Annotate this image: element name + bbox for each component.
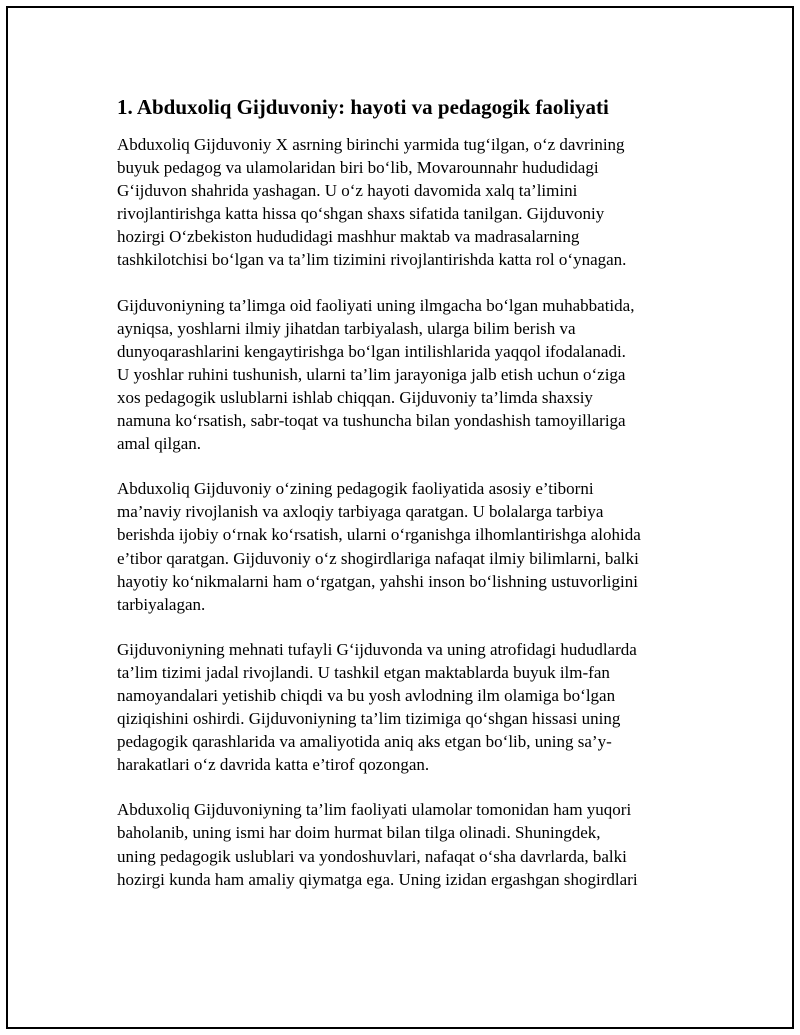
text-line: hozirgi kunda ham amaliy qiymatga ega. Uning izidan ergashgan shogirdlari — [117, 869, 638, 889]
text-line: rivojlantirishga katta hissa qo‘shgan shaxs sifatida tanilgan. Gijduvoniy — [117, 204, 605, 224]
text-line: harakatlari o‘z davrida katta e’tirof qozongan. — [117, 755, 430, 775]
text-line: Abduxoliq Gijduvoniyning ta’lim faoliyati ulamolar tomonidan ham yuqori — [117, 800, 632, 820]
text-line: baholanib, uning ismi har doim hurmat bilan tilga olinadi. Shuningdek, — [117, 823, 601, 843]
text-line: ta’lim tizimi jadal rivojlandi. U tashkil etgan maktablarda buyuk ilm-fan — [117, 662, 610, 682]
text-line: tarbiyalagan. — [117, 594, 206, 614]
text-line: G‘ijduvon shahrida yashagan. U o‘z hayoti davomida xalq ta’limini — [117, 181, 578, 201]
text-line: amal qilgan. — [117, 434, 202, 454]
text-line: berishda ijobiy o‘rnak ko‘rsatish, ularni o‘rganishga ilhomlantirishga alohida — [117, 525, 641, 545]
text-line: tashkilotchisi bo‘lgan va ta’lim tizimini rivojlantirishda katta rol o‘ynagan. — [117, 250, 627, 270]
text-line: xos pedagogik uslublarni ishlab chiqqan. Gijduvoniy ta’limda shaxsiy — [117, 387, 593, 407]
section-heading: 1. Abduxoliq Gijduvoniy: hayoti va pedagogik faoliyati — [117, 95, 609, 119]
text-line: ma’naviy rivojlanish va axloqiy tarbiyaga qaratgan. U bolalarga tarbiya — [117, 502, 604, 522]
text-line: namuna ko‘rsatish, sabr-toqat va tushuncha bilan yondashish tamoyillariga — [117, 411, 626, 431]
text-line: Gijduvoniyning mehnati tufayli G‘ijduvonda va uning atrofidagi hududlarda — [117, 639, 637, 659]
text-line: hozirgi O‘zbekiston hududidagi mashhur maktab va madrasalarning — [117, 227, 580, 247]
paragraph-4 — [117, 638, 687, 777]
text-line: namoyandalari yetishib chiqdi va bu yosh avlodning ilm olamiga bo‘lgan — [117, 685, 616, 705]
text-line: buyuk pedagog va ulamolaridan biri bo‘lib, Movarounnahr hududidagi — [117, 158, 599, 178]
text-line: ayniqsa, yoshlarni ilmiy jihatdan tarbiyalash, ularga bilim berish va — [117, 318, 576, 338]
text-line: Abduxoliq Gijduvoniy X asrning birinchi yarmida tug‘ilgan, o‘z davrining — [117, 135, 625, 154]
text-line: e’tibor qaratgan. Gijduvoniy o‘z shogirdlariga nafaqat ilmiy bilimlarni, balki — [117, 548, 639, 568]
paragraph-3 — [117, 477, 687, 616]
paragraph-5 — [117, 798, 687, 890]
paragraph-2 — [117, 294, 687, 456]
document-body — [117, 91, 687, 913]
text-line: Abduxoliq Gijduvoniy o‘zining pedagogik faoliyatida asosiy e’tiborni — [117, 479, 594, 499]
text-line: qiziqishini oshirdi. Gijduvoniyning ta’lim tizimiga qo‘shgan hissasi uning — [117, 709, 621, 729]
paragraph-1 — [117, 133, 687, 272]
text-line: hayotiy ko‘nikmalarni ham o‘rgatgan, yahshi inson bo‘lishning ustuvorligini — [117, 571, 638, 591]
text-line: uning pedagogik uslublari va yondoshuvlari, nafaqat o‘sha davrlarda, balki — [117, 846, 627, 866]
text-line: dunyoqarashlarini kengaytirishga bo‘lgan intilishlarida yaqqol ifodalanadi. — [117, 341, 626, 361]
text-line: pedagogik qarashlarida va amaliyotida aniq aks etgan bo‘lib, uning sa’y- — [117, 732, 612, 752]
text-line: U yoshlar ruhini tushunish, ularni ta’lim jarayoniga jalb etish uchun o‘ziga — [117, 364, 626, 384]
text-line: Gijduvoniyning ta’limga oid faoliyati uning ilmgacha bo‘lgan muhabbatida, — [117, 295, 635, 315]
